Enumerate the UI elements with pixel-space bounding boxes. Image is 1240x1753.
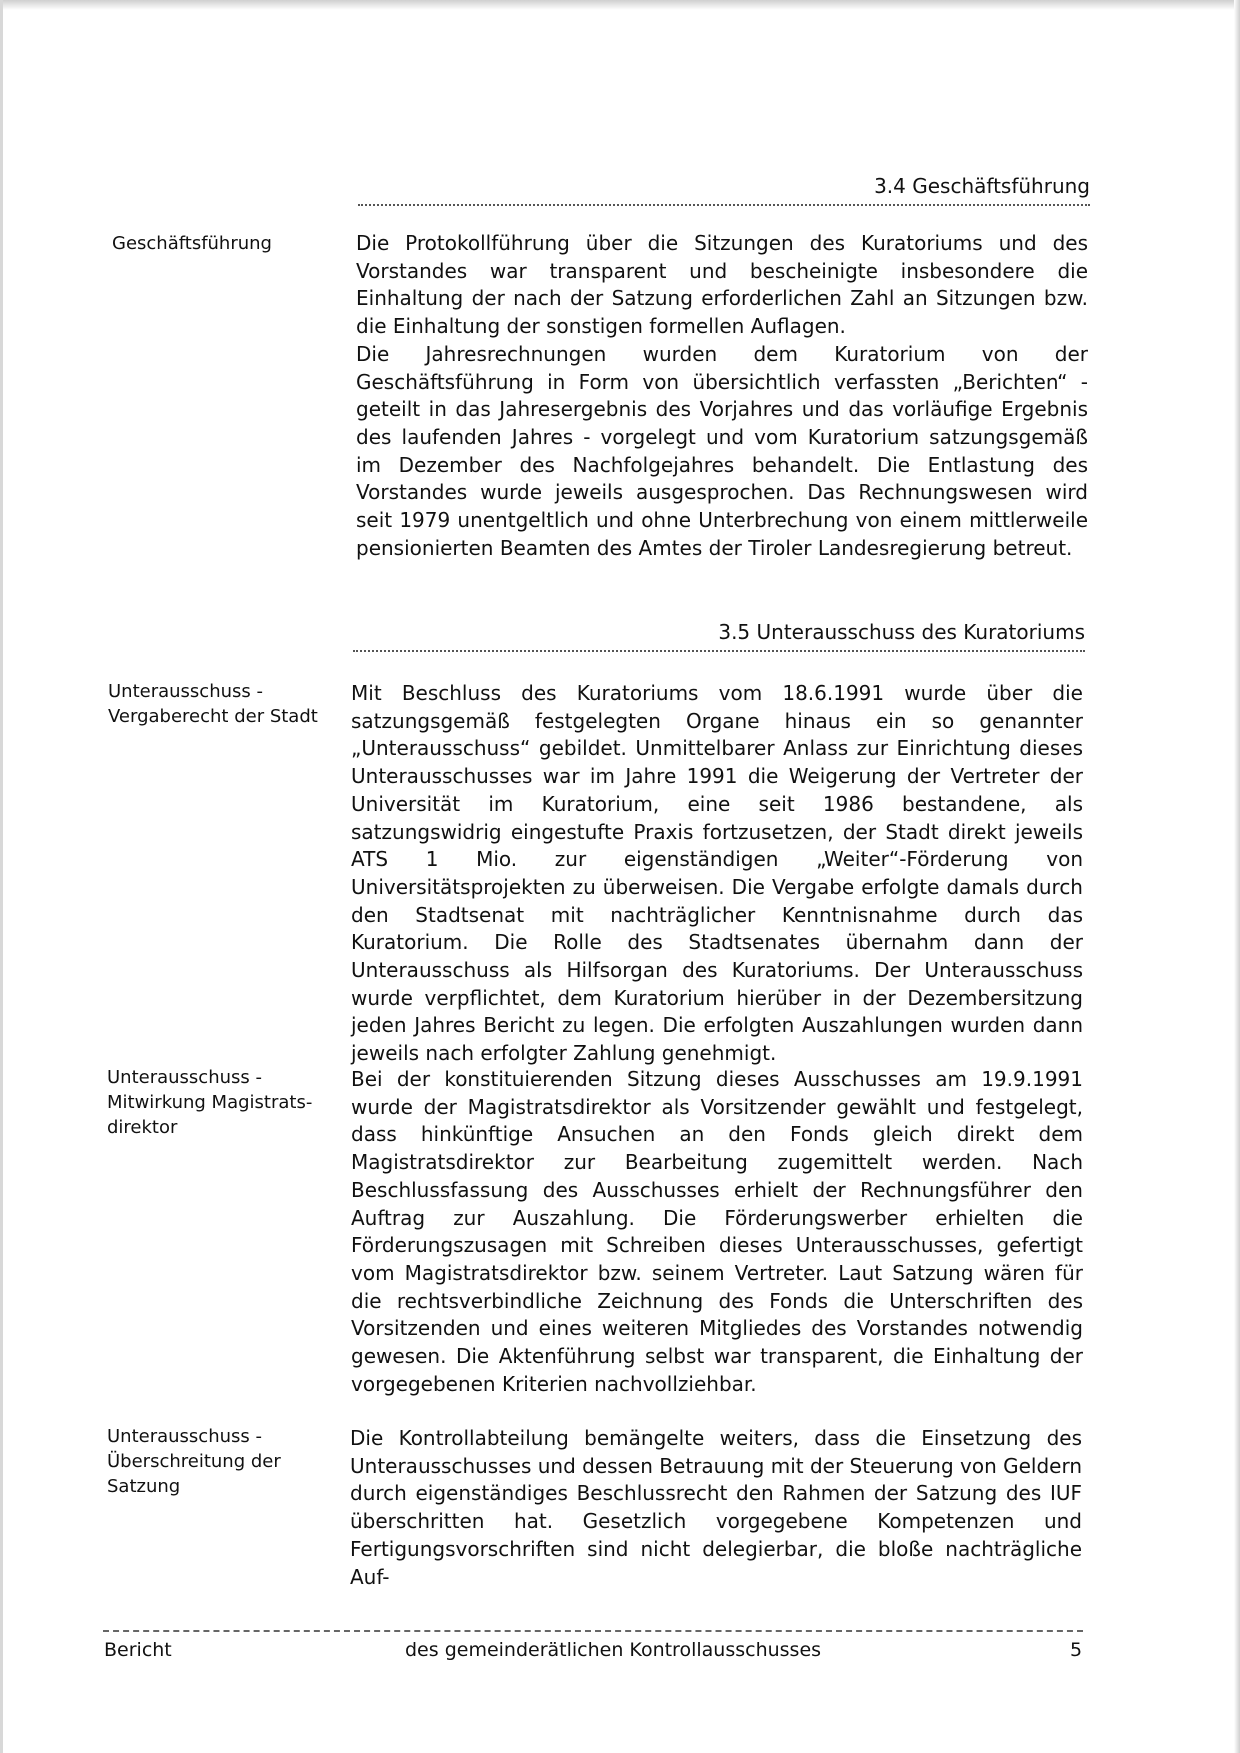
margin-label-geschaeftsfuehrung: Geschäftsführung	[112, 233, 272, 254]
footer-center: des gemeinderätlichen Kontrollausschusses	[405, 1639, 822, 1661]
section-heading-3-4: 3.4 Geschäftsführung	[358, 172, 1090, 206]
paragraph-block-magistratsdirektor	[351, 1066, 1083, 1398]
paragraph-block-geschaeftsfuehrung	[356, 230, 1088, 562]
margin-label-magistratsdirektor: Unterausschuss - Mitwirkung Magistrats- direktor	[107, 1067, 313, 1138]
paragraph: Mit Beschluss des Kuratoriums vom 18.6.1991 wurde über die satzungsgemäß festgelegten Organe hinaus ein so genannter „Unterausschuss“ gebildet. Unmittelbarer Anlass zur Einrichtung dieses Unterausschusses war im Jahre 1991 die Weigerung der Vertreter der Universität im Kuratorium, eine seit 1986 bestandene, als satzungswidrig eingestufte Praxis fortzusetzen, der Stadt direkt jeweils ATS 1 Mio. zur eigenständigen „Weiter“-Förderung von Universitätsprojekten zu überweisen. Die Vergabe erfolgte damals durch den Stadtsenat mit nachträglicher Kenntnisnahme durch das Kuratorium. Die Rolle des Stadtsenates übernahm dann der Unterausschuss als Hilfsorgan des Kuratoriums. Der Unterausschuss wurde verpflichtet, dem Kuratorium hierüber in der Dezembersitzung jeden Jahres Bericht zu legen. Die erfolgten Auszahlungen wurden dann jeweils nach erfolgter Zahlung genehmigt.	[351, 681, 1083, 1066]
margin-label-vergaberecht: Unterausschuss - Vergaberecht der Stadt	[108, 681, 318, 727]
scan-edge	[0, 0, 1240, 10]
page-number: 5	[1070, 1639, 1083, 1661]
paragraph-block-vergaberecht	[351, 680, 1083, 1068]
paragraph: Die Jahresrechnungen wurden dem Kuratorium von der Geschäftsführung in Form von übersichtlich verfassten „Berichten“ - geteilt in das Jahresergebnis des Vorjahres und das vorläufige Ergebnis des laufenden Jahres - vorgelegt und vom Kuratorium satzungsgemäß im Dezember des Nachfolgejahres behandelt. Die Entlastung des Vorstandes wurde jeweils ausgesprochen. Das Rechnungswesen wird seit 1979 unentgeltlich und ohne Unterbrechung von einem mittlerweile pensionierten Beamten des Amtes der Tiroler Landesregierung betreut.	[356, 341, 1088, 560]
paragraph: Die Protokollführung über die Sitzungen des Kuratoriums und des Vorstandes war transparent und bescheinigte insbesondere die Einhaltung der nach der Satzung erforderlichen Zahl an Sitzungen bzw. die Einhaltung der sonstigen formellen Auflagen.	[356, 231, 1088, 339]
margin-label-satzung: Unterausschuss - Überschreitung der Satzung	[107, 1426, 281, 1497]
scan-edge	[1234, 0, 1240, 1753]
paragraph-block-satzung	[350, 1425, 1082, 1591]
paragraph: Die Kontrollabteilung bemängelte weiters, dass die Einsetzung des Unterausschusses und dessen Betrauung mit der Steuerung von Geldern durch eigenständiges Beschlussrecht den Rahmen der Satzung des IUF überschritten hat. Gesetzlich vorgegebene Kompetenzen und Fertigungsvorschriften sind nicht delegierbar, die bloße nachträgliche Auf-	[350, 1426, 1083, 1589]
section-heading-3-5: 3.5 Unterausschuss des Kuratoriums	[353, 618, 1085, 652]
paragraph: Bei der konstituierenden Sitzung dieses Ausschusses am 19.9.1991 wurde der Magistratsdirektor als Vorsitzender gewählt und festgelegt, dass hinkünftige Ansuchen an den Fonds gleich direkt dem Magistratsdirektor zur Bearbeitung zugemittelt werden. Nach Beschlussfassung des Ausschusses erhielt der Rechnungsführer den Auftrag zur Auszahlung. Die Förderungswerber erhielten die Förderungszusagen mit Schreiben dieses Unterausschusses, gefertigt vom Magistratsdirektor bzw. seinem Vertreter. Laut Satzung wären für die rechtsverbindliche Zeichnung des Fonds die Unterschriften des Vorsitzenden und eines weiteren Mitgliedes des Vorstandes notwendig gewesen. Die Aktenführung selbst war transparent, die Einhaltung der vorgegebenen Kriterien nachvollziehbar.	[351, 1067, 1083, 1396]
scan-edge	[0, 0, 3, 1753]
footer-divider	[103, 1630, 1083, 1632]
footer-left: Bericht	[104, 1639, 172, 1661]
